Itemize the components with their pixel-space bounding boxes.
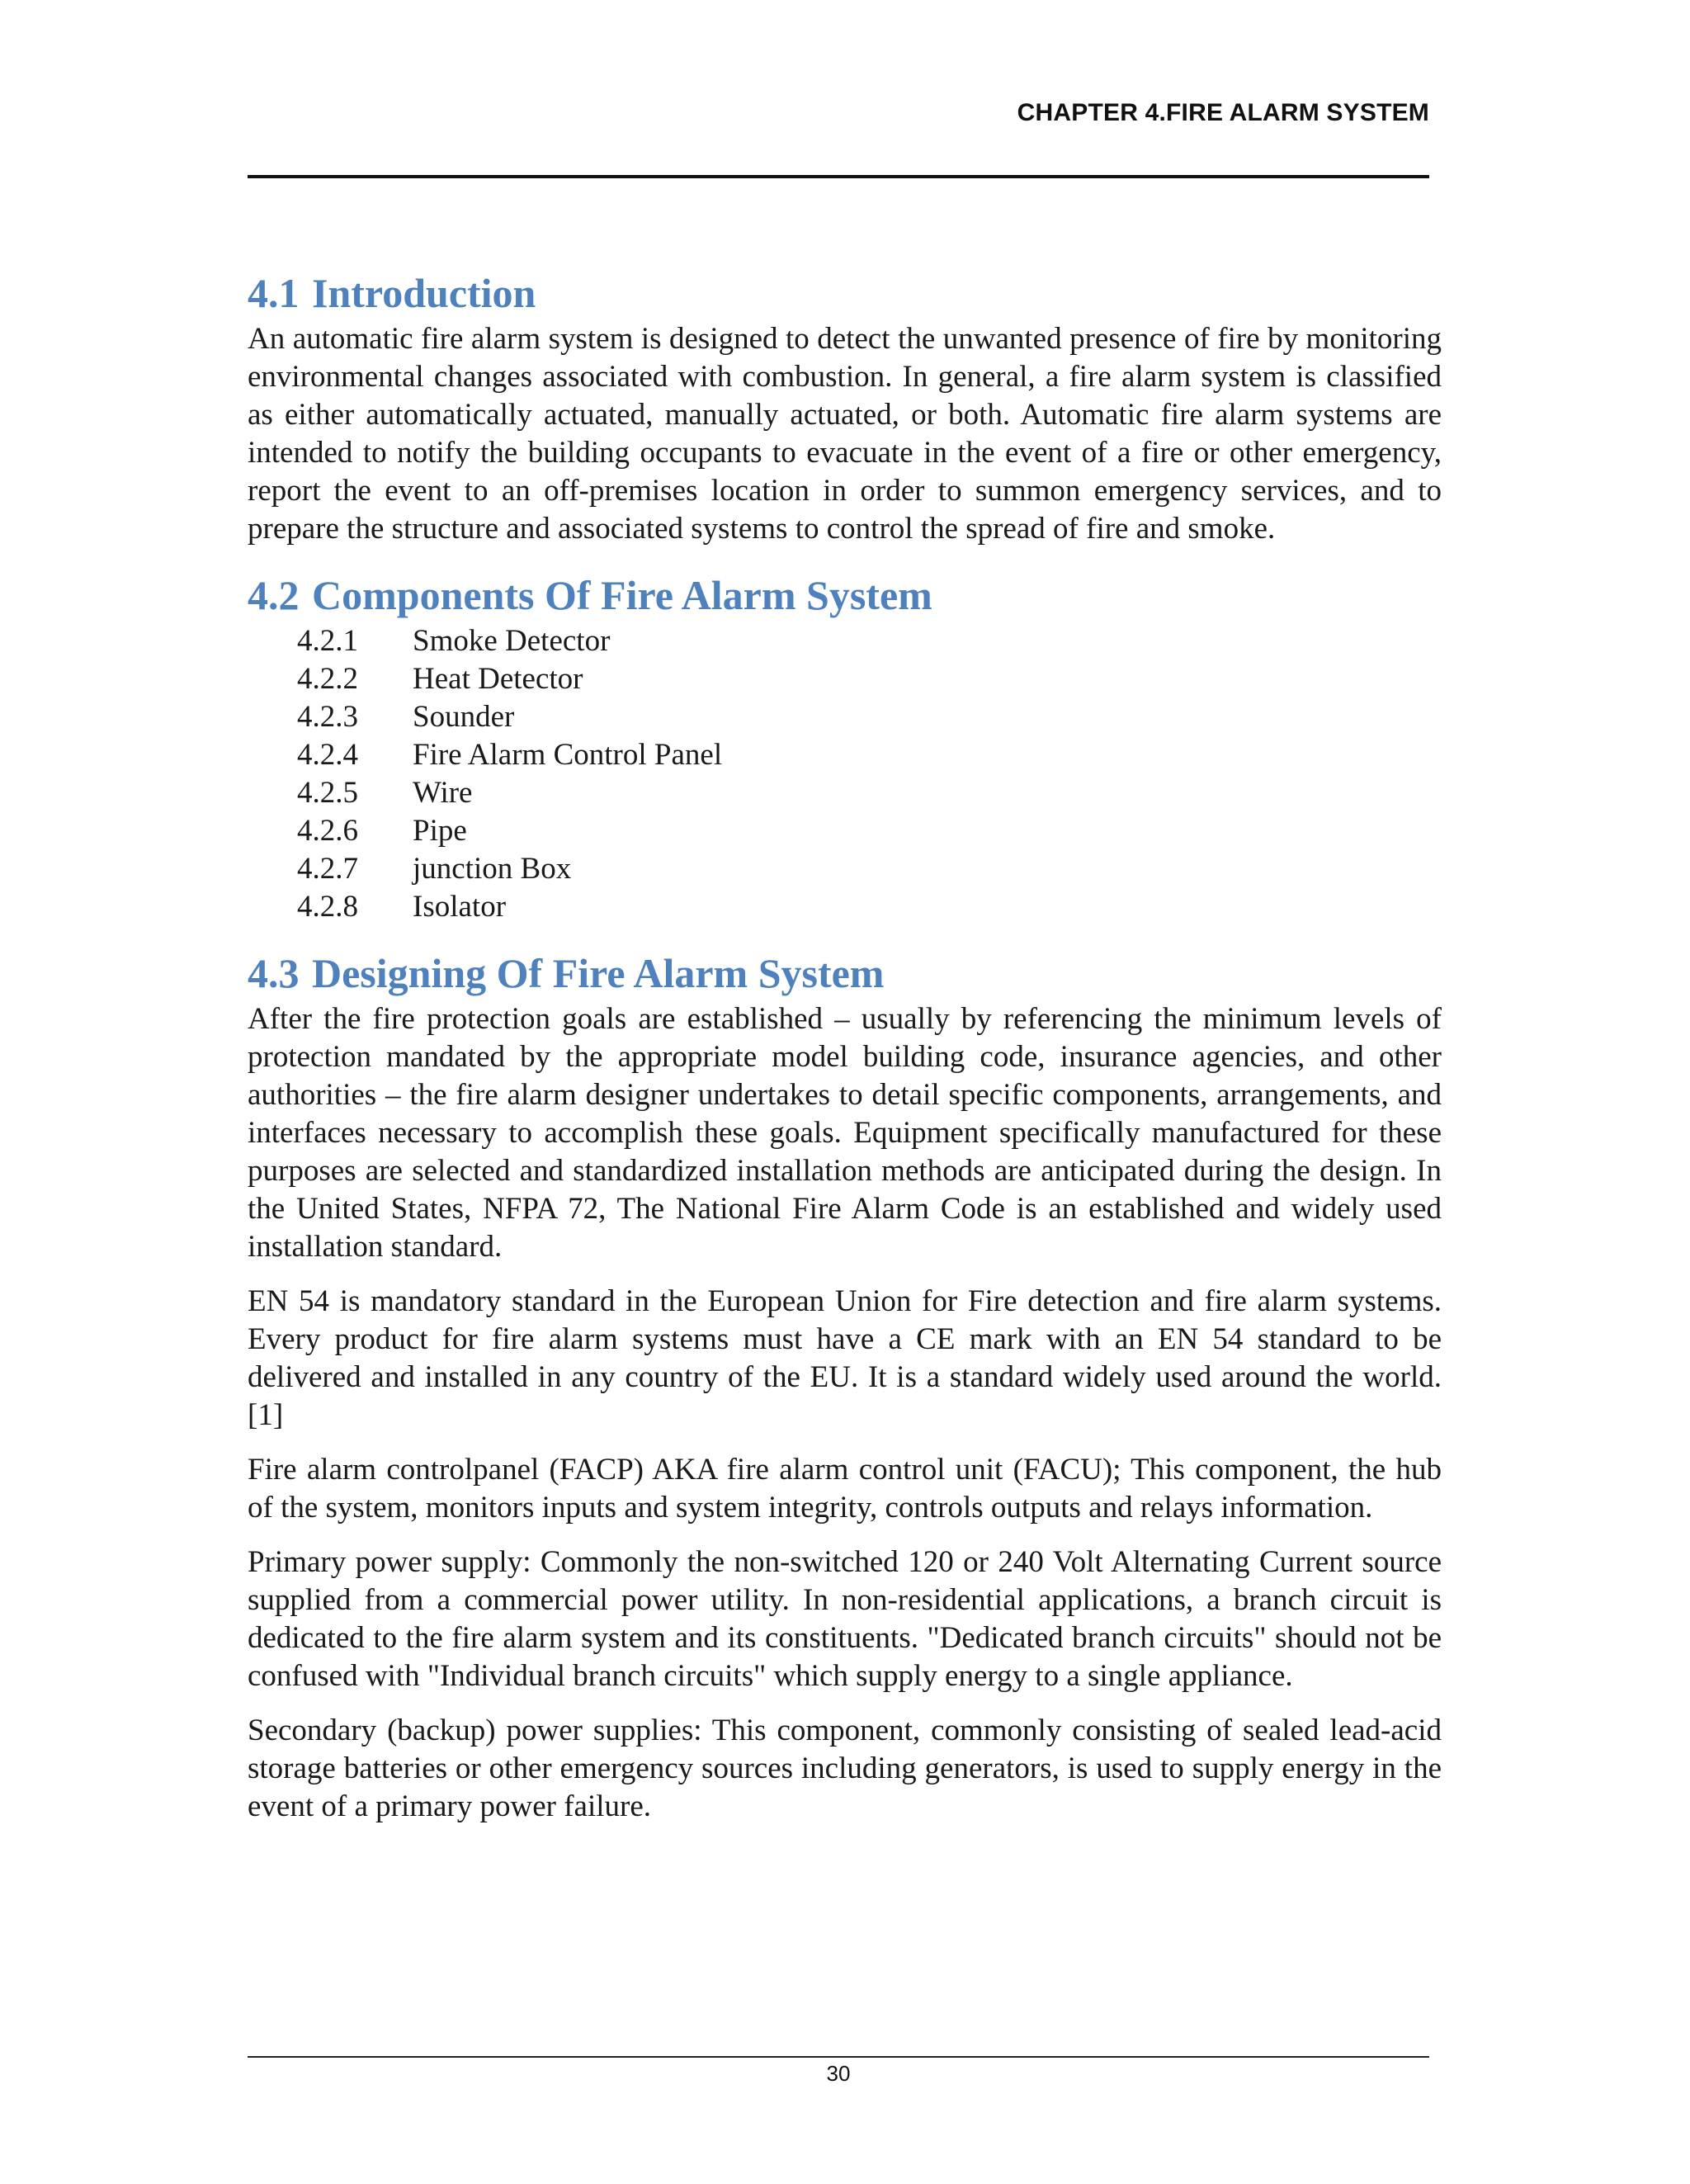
- list-item: [248, 660, 1442, 698]
- header-rule: [248, 175, 1429, 178]
- list-item: [248, 736, 1442, 774]
- paragraph: Fire alarm controlpanel (FACP) AKA fire alarm control unit (FACU); This component, the hub of the system, monitors inputs and system integrity, controls outputs and relays information.: [248, 1453, 1442, 1525]
- paragraph: An automatic fire alarm system is designed to detect the unwanted presence of fire by monitoring environmental changes associated with combustion. In general, a fire alarm system is classified as either automatically actuated, manually actuated, or both. Automatic fire alarm systems are intended to notify the building occupants to evacuate in the event of a fire or other emergency, report the event to an off-premises location in order to summon emergency services, and to prepare the structure and associated systems to control the spread of fire and smoke.: [248, 322, 1442, 546]
- section-heading: [248, 266, 1442, 320]
- item-number: 4.2.1: [297, 624, 358, 658]
- item-number: 4.2.6: [297, 814, 358, 848]
- item-label: junction Box: [413, 852, 572, 886]
- paragraph: EN 54 is mandatory standard in the European Union for Fire detection and fire alarm systems. Every product for fire alarm systems must have a CE mark with an EN 54 standard to be delivered and installed in any country of the EU. It is a standard widely used around the world.[1]: [248, 1284, 1442, 1432]
- item-label: Heat Detector: [413, 662, 583, 696]
- list-item: [248, 622, 1442, 660]
- section-introduction: [248, 266, 1442, 548]
- section-designing: [248, 946, 1442, 1826]
- page-content: [248, 266, 1442, 1826]
- list-item: [248, 850, 1442, 888]
- item-number: 4.2.8: [297, 890, 358, 924]
- section-title: Designing Of Fire Alarm System: [312, 950, 885, 996]
- footer-rule: [248, 2056, 1429, 2058]
- section-number: 4.1: [248, 270, 300, 316]
- item-label: Pipe: [413, 814, 467, 848]
- section-title: Components Of Fire Alarm System: [312, 572, 932, 618]
- running-header: CHAPTER 4.FIRE ALARM SYSTEM: [1017, 99, 1429, 126]
- item-number: 4.2.5: [297, 776, 358, 810]
- item-label: Fire Alarm Control Panel: [413, 738, 723, 772]
- section-title: Introduction: [312, 270, 536, 316]
- item-number: 4.2.7: [297, 852, 358, 886]
- item-number: 4.2.4: [297, 738, 358, 772]
- page-number: 30: [826, 2061, 851, 2086]
- item-label: Isolator: [413, 890, 507, 924]
- list-item: [248, 888, 1442, 926]
- paragraph: Primary power supply: Commonly the non-switched 120 or 240 Volt Alternating Current source supplied from a commercial power utility. In non-residential applications, a branch circuit is dedicated to the fire alarm system and its constituents. "Dedicated branch circuits" should not be confused with "Individual branch circuits" which supply energy to a single appliance.: [248, 1545, 1442, 1693]
- item-label: Sounder: [413, 700, 515, 734]
- section-number: 4.2: [248, 572, 300, 618]
- item-label: Smoke Detector: [413, 624, 611, 658]
- section-heading: [248, 946, 1442, 1000]
- section-components: [248, 568, 1442, 926]
- item-number: 4.2.3: [297, 700, 358, 734]
- section-number: 4.3: [248, 950, 300, 996]
- list-item: [248, 812, 1442, 850]
- item-label: Wire: [413, 776, 473, 810]
- list-item: [248, 774, 1442, 812]
- section-heading: [248, 568, 1442, 622]
- item-number: 4.2.2: [297, 662, 358, 696]
- components-list: [248, 622, 1442, 926]
- paragraph: After the fire protection goals are established – usually by referencing the minimum levels of protection mandated by the appropriate model building code, insurance agencies, and other authorities – the fire alarm designer undertakes to detail specific components, arrangements, and interfaces necessary to accomplish these goals. Equipment specifically manufactured for these purposes are selected and standardized installation methods are anticipated during the design. In the United States, NFPA 72, The National Fire Alarm Code is an established and widely used installation standard.: [248, 1002, 1442, 1264]
- list-item: [248, 698, 1442, 736]
- paragraph: Secondary (backup) power supplies: This component, commonly consisting of sealed lead-acid storage batteries or other emergency sources including generators, is used to supply energy in the event of a primary power failure.: [248, 1714, 1442, 1823]
